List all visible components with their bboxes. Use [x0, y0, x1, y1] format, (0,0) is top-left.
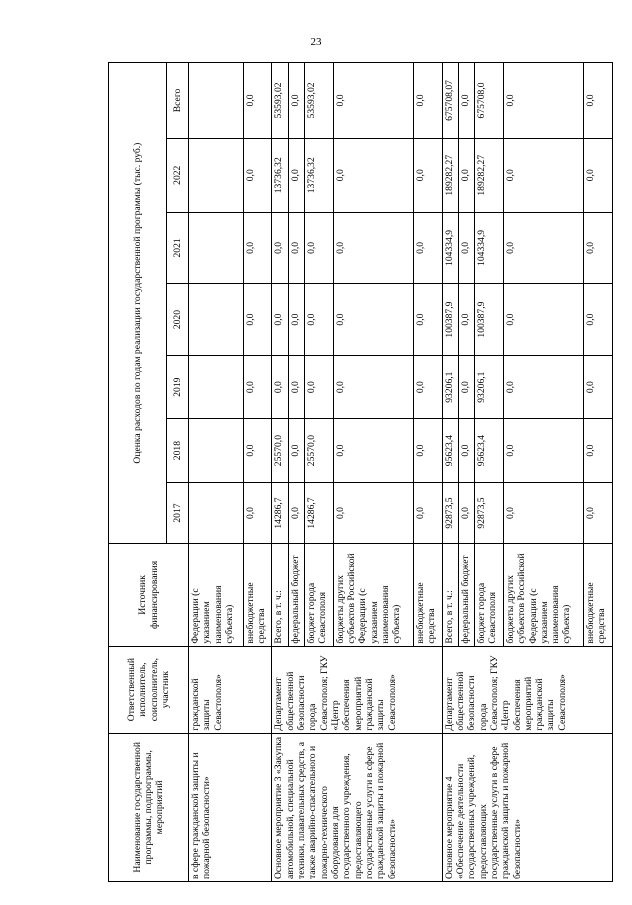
header-year: 2017 — [167, 482, 189, 543]
value-cell: 53593,02 — [272, 63, 288, 139]
value-cell: 0,0 — [333, 212, 413, 284]
value-cell: 0,0 — [288, 419, 304, 482]
header-year: 2018 — [167, 419, 189, 482]
value-cell: 0,0 — [458, 284, 474, 356]
value-cell: 0,0 — [458, 63, 474, 139]
value-cell: 92873,5 — [442, 482, 458, 543]
header-responsible: Ответственный исполнитель, соисполнитель, участник — [109, 646, 189, 733]
value-cell: 0,0 — [288, 138, 304, 212]
value-cell — [189, 419, 244, 482]
value-cell: 0,0 — [458, 419, 474, 482]
value-cell: 0,0 — [503, 138, 583, 212]
value-cell: 0,0 — [503, 419, 583, 482]
value-cell: 0,0 — [333, 482, 413, 543]
value-cell: 0,0 — [503, 355, 583, 418]
value-cell: 0,0 — [503, 212, 583, 284]
header-year: 2020 — [167, 284, 189, 356]
value-cell — [189, 212, 244, 284]
value-cell: 0,0 — [243, 138, 272, 212]
value-cell: 95623,4 — [474, 419, 503, 482]
value-cell — [189, 355, 244, 418]
value-cell — [189, 284, 244, 356]
value-cell: 0,0 — [243, 284, 272, 356]
source-cell: внебюджетные средства — [243, 544, 272, 646]
value-cell: 0,0 — [583, 355, 612, 418]
value-cell: 0,0 — [333, 63, 413, 139]
responsible-cell: Департамент общественной безопасности города Севастополя; ГКУ «Центр обеспечения мероприятий гражданской защиты Севастополя» — [442, 646, 612, 733]
value-cell: 100387,9 — [442, 284, 458, 356]
header-name: Наименование государственной программы, подпрограммы, мероприятий — [109, 733, 189, 881]
responsible-cell: Департамент общественной безопасности города Севастополя; ГКУ «Центр обеспечения мероприятий гражданской защиты Севастополя» — [272, 646, 442, 733]
value-cell: 0,0 — [583, 212, 612, 284]
value-cell: 675708,0 — [474, 63, 503, 139]
table-row — [272, 63, 288, 882]
value-cell: 0,0 — [288, 212, 304, 284]
source-cell: бюджеты других субъектов Российской Федерации (с указанием наименования субъекта) — [333, 544, 413, 646]
budget-table — [108, 62, 613, 882]
value-cell: 0,0 — [288, 63, 304, 139]
source-cell: федеральный бюджет — [288, 544, 304, 646]
header-year: 2022 — [167, 138, 189, 212]
value-cell — [189, 63, 244, 139]
value-cell — [189, 482, 244, 543]
value-cell: 0,0 — [583, 284, 612, 356]
source-cell: Федерации (с указанием наименования субъекта) — [189, 544, 244, 646]
value-cell: 0,0 — [583, 138, 612, 212]
value-cell: 0,0 — [272, 355, 288, 418]
value-cell: 0,0 — [503, 482, 583, 543]
value-cell: 0,0 — [272, 212, 288, 284]
value-cell: 13736,32 — [272, 138, 288, 212]
value-cell: 104334,9 — [442, 212, 458, 284]
source-cell: бюджеты других субъектов Российской Федерации (с указанием наименования субъекта) — [503, 544, 583, 646]
activity-name-cell: в сфере гражданской защиты и пожарной безопасности» — [189, 733, 272, 881]
value-cell: 0,0 — [243, 63, 272, 139]
value-cell: 0,0 — [333, 355, 413, 418]
value-cell: 0,0 — [413, 419, 442, 482]
source-cell: федеральный бюджет — [458, 544, 474, 646]
header-source: Источник финансирования — [109, 544, 189, 646]
value-cell: 0,0 — [288, 482, 304, 543]
source-cell: бюджет города Севастополя — [304, 544, 333, 646]
value-cell: 0,0 — [458, 355, 474, 418]
value-cell: 0,0 — [272, 284, 288, 356]
value-cell: 0,0 — [304, 212, 333, 284]
value-cell: 0,0 — [583, 482, 612, 543]
value-cell: 93206,1 — [474, 355, 503, 418]
value-cell: 0,0 — [413, 355, 442, 418]
value-cell: 0,0 — [413, 138, 442, 212]
value-cell — [189, 138, 244, 212]
source-cell: внебюджетные средства — [583, 544, 612, 646]
value-cell: 0,0 — [243, 482, 272, 543]
value-cell: 0,0 — [304, 355, 333, 418]
value-cell: 0,0 — [333, 138, 413, 212]
value-cell: 0,0 — [503, 63, 583, 139]
header-group: Оценка расходов по годам реализации государственной программы (тыс. руб.) — [109, 63, 167, 544]
value-cell: 0,0 — [413, 63, 442, 139]
value-cell: 189282,27 — [442, 138, 458, 212]
value-cell: 0,0 — [288, 284, 304, 356]
value-cell: 104334,9 — [474, 212, 503, 284]
header-year: Всего — [167, 63, 189, 139]
value-cell: 0,0 — [583, 419, 612, 482]
activity-name-cell: Основное мероприятие 4 «Обеспечение деятельности государственных учреждений, предоставляющих государственные услуги в сфере гражданской защиты и пожарной безопасности» — [442, 733, 612, 881]
header-year: 2019 — [167, 355, 189, 418]
header-year: 2021 — [167, 212, 189, 284]
responsible-cell: гражданской защиты Севастополя» — [189, 646, 272, 733]
value-cell: 14286,7 — [272, 482, 288, 543]
source-cell: внебюджетные средства — [413, 544, 442, 646]
source-cell: Всего, в т. ч.: — [442, 544, 458, 646]
rotated-table-wrapper — [108, 62, 613, 882]
value-cell: 93206,1 — [442, 355, 458, 418]
activity-name-cell: Основное мероприятие 3 «Закупка автомобильной, специальной техники, плавательных средств, а также аварийно-спасательного и пожарно-технического оборудования для государственного учреждения, предоставляющего государственные услуги в сфере гражданской защиты и пожарной безопасности» — [272, 733, 442, 881]
value-cell: 0,0 — [333, 419, 413, 482]
value-cell: 675708,07 — [442, 63, 458, 139]
value-cell: 92873,5 — [474, 482, 503, 543]
value-cell: 0,0 — [413, 212, 442, 284]
value-cell: 0,0 — [333, 284, 413, 356]
value-cell: 0,0 — [243, 355, 272, 418]
value-cell: 0,0 — [458, 212, 474, 284]
value-cell: 0,0 — [304, 284, 333, 356]
value-cell: 0,0 — [583, 63, 612, 139]
value-cell: 189282,27 — [474, 138, 503, 212]
value-cell: 25570,0 — [304, 419, 333, 482]
value-cell: 53593,02 — [304, 63, 333, 139]
value-cell: 0,0 — [458, 482, 474, 543]
value-cell: 0,0 — [288, 355, 304, 418]
value-cell: 0,0 — [503, 284, 583, 356]
value-cell: 25570,0 — [272, 419, 288, 482]
value-cell: 0,0 — [413, 284, 442, 356]
source-cell: Всего, в т. ч.: — [272, 544, 288, 646]
value-cell: 14286,7 — [304, 482, 333, 543]
value-cell: 0,0 — [413, 482, 442, 543]
value-cell: 95623,4 — [442, 419, 458, 482]
value-cell: 0,0 — [243, 419, 272, 482]
table-row — [189, 63, 244, 882]
value-cell: 0,0 — [243, 212, 272, 284]
page-number: 23 — [310, 36, 322, 48]
source-cell: бюджет города Севастополя — [474, 544, 503, 646]
value-cell: 13736,32 — [304, 138, 333, 212]
value-cell: 0,0 — [458, 138, 474, 212]
table-row — [442, 63, 458, 882]
value-cell: 100387,9 — [474, 284, 503, 356]
